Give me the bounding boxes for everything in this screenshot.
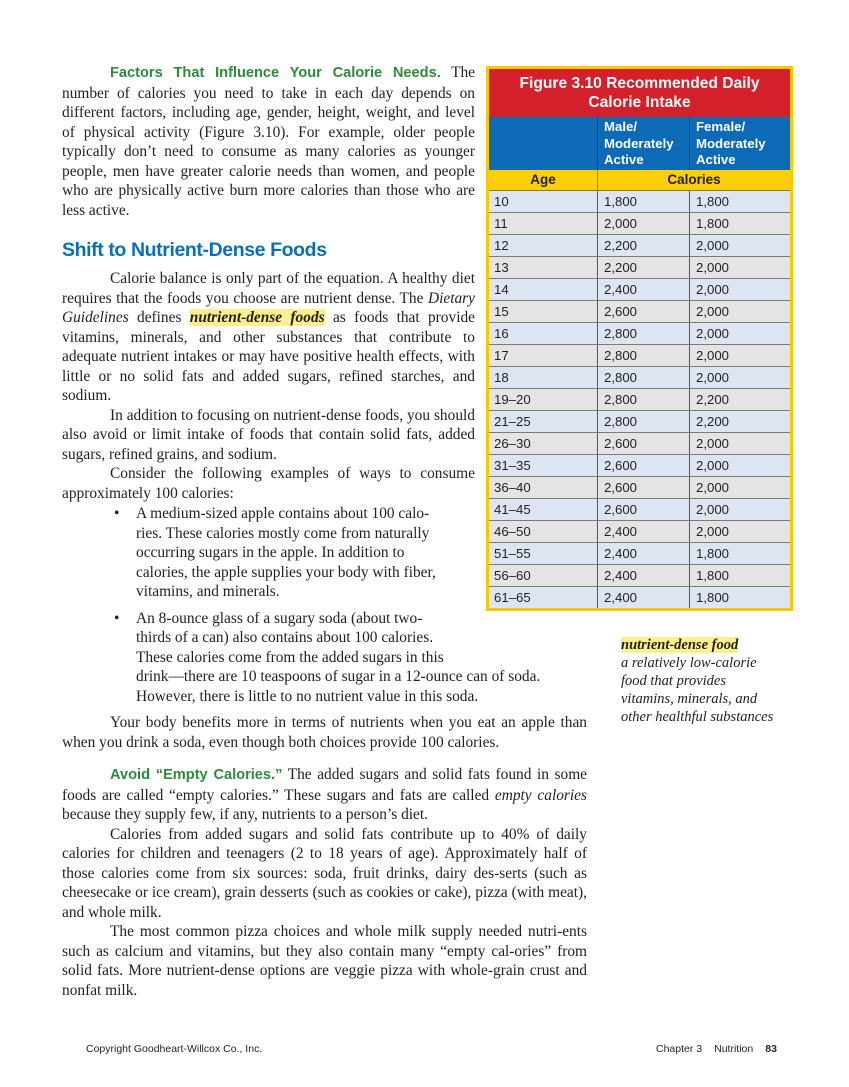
table-row bbox=[489, 367, 790, 389]
table-row bbox=[489, 301, 790, 323]
table-row bbox=[489, 521, 790, 543]
table-row bbox=[489, 543, 790, 565]
cell-male-calories: 2,000 bbox=[597, 213, 689, 234]
figure-3-10-calorie-table bbox=[486, 66, 793, 611]
cell-male-calories: 2,800 bbox=[597, 367, 689, 388]
section-heading-nutrient-dense: Shift to Nutrient-Dense Foods bbox=[62, 239, 327, 261]
cell-age: 51–55 bbox=[494, 546, 531, 561]
cell-male-calories: 2,400 bbox=[597, 521, 689, 542]
footer-chapter: Chapter 3 bbox=[656, 1043, 703, 1055]
table-body bbox=[489, 191, 790, 608]
paragraph-consider-examples: Consider the following examples of ways to consume approximately 100 calories: bbox=[62, 465, 475, 502]
cell-female-calories: 1,800 bbox=[689, 587, 790, 608]
footer-chapter-info bbox=[656, 1043, 777, 1055]
bullet-item-apple: • A medium-sized apple contains about 100 calo- ries. These calories mostly come from naturally occurring sugars in the apple. In addition to calories, the apple supplies your body with fiber, vitamins, and minerals. bbox=[114, 505, 436, 600]
paragraph-apple-vs-soda: Your body benefits more in terms of nutrients when you eat an apple than when you drink a soda, even though both choices provide 100 calories. bbox=[62, 714, 587, 751]
cell-male-calories: 2,400 bbox=[597, 587, 689, 608]
cell-female-calories: 2,000 bbox=[689, 521, 790, 542]
header-blank-cell bbox=[489, 117, 597, 170]
margin-glossary bbox=[621, 636, 811, 726]
cell-age: 41–45 bbox=[494, 502, 531, 517]
paragraph-calorie-factors: Factors That Influence Your Calorie Needs. The number of calories you need to take in each day depends on different factors, including age, gender, height, weight, and level of physical activity (Figure 3.10). For example, older people typically don’t need to consume as many calories as younger people, men have greater calorie needs than women, and people who are physically active burn more calories than those who are less active. bbox=[62, 64, 475, 219]
subheader-calories: Calories bbox=[597, 170, 790, 190]
cell-male-calories: 2,400 bbox=[597, 565, 689, 586]
cell-age: 16 bbox=[494, 326, 509, 341]
cell-male-calories: 2,800 bbox=[597, 323, 689, 344]
cell-female-calories: 2,000 bbox=[689, 433, 790, 454]
cell-male-calories: 2,800 bbox=[597, 411, 689, 432]
cell-male-calories: 1,800 bbox=[597, 191, 689, 212]
cell-male-calories: 2,800 bbox=[597, 389, 689, 410]
cell-male-calories: 2,600 bbox=[597, 499, 689, 520]
cell-female-calories: 2,000 bbox=[689, 279, 790, 300]
cell-male-calories: 2,200 bbox=[597, 235, 689, 256]
header-female-moderately-active: Female/ Moderately Active bbox=[689, 117, 790, 170]
table-row bbox=[489, 235, 790, 257]
main-column bbox=[62, 63, 475, 503]
cell-female-calories: 1,800 bbox=[689, 213, 790, 234]
cell-female-calories: 2,200 bbox=[689, 389, 790, 410]
cell-age: 14 bbox=[494, 282, 509, 297]
paragraph-added-sugars: Calories from added sugars and solid fats contribute up to 40% of daily calories for children and teenagers (2 to 18 years of age). Approximately half of those calories come from six sources: soda, fruit drinks, dairy des-serts (such as cheesecake or ice cream), grain desserts (such as cookies or cake), pizza (with meat), and whole milk. bbox=[62, 825, 587, 921]
cell-female-calories: 2,000 bbox=[689, 367, 790, 388]
cell-age: 12 bbox=[494, 238, 509, 253]
cell-female-calories: 2,000 bbox=[689, 323, 790, 344]
cell-female-calories: 2,000 bbox=[689, 235, 790, 256]
table-subheader bbox=[489, 170, 790, 191]
cell-age: 15 bbox=[494, 304, 509, 319]
dietary-guidelines-title: Dietary Guidelines bbox=[62, 289, 475, 326]
footer-copyright: Copyright Goodheart-Willcox Co., Inc. bbox=[86, 1043, 263, 1055]
cell-age: 10 bbox=[494, 194, 509, 209]
cell-male-calories: 2,600 bbox=[597, 455, 689, 476]
table-row bbox=[489, 477, 790, 499]
paragraph-avoid-limit: In addition to focusing on nutrient-dense foods, you should also avoid or limit intake of foods that contain solid fats, added sugars, refined grains, and sodium. bbox=[62, 406, 475, 463]
table-row bbox=[489, 389, 790, 411]
footer-chapter-title: Nutrition bbox=[714, 1043, 754, 1055]
table-row bbox=[489, 323, 790, 345]
table-column-headers bbox=[489, 117, 790, 170]
table-row bbox=[489, 213, 790, 235]
term-empty-calories: empty calories bbox=[494, 786, 587, 804]
cell-male-calories: 2,400 bbox=[597, 279, 689, 300]
cell-age: 26–30 bbox=[494, 436, 531, 451]
paragraph-empty-calories: Avoid “Empty Calories.” The added sugars and solid fats found in some foods are called “empty calories.” These sugars and fats are called empty calories because they supply few, if any, nutrients to a person’s diet. bbox=[62, 766, 588, 823]
table-row bbox=[489, 455, 790, 477]
cell-age: 31–35 bbox=[494, 458, 531, 473]
cell-male-calories: 2,600 bbox=[597, 477, 689, 498]
table-row bbox=[489, 587, 790, 608]
cell-age: 19–20 bbox=[494, 392, 531, 407]
cell-female-calories: 2,000 bbox=[689, 257, 790, 278]
header-male-moderately-active: Male/ Moderately Active bbox=[597, 117, 689, 170]
table-row bbox=[489, 565, 790, 587]
table-row bbox=[489, 411, 790, 433]
cell-age: 21–25 bbox=[494, 414, 531, 429]
cell-female-calories: 2,000 bbox=[689, 301, 790, 322]
paragraph-calorie-balance: Calorie balance is only part of the equation. A healthy diet requires that the foods you choose are nutrient dense. The Dietary Guidelines defines nutrient-dense foods as foods that provide vitamins, minerals, and other substances that contribute to adequate nutrient intakes or may have positive health effects, with little or no solid fats and added sugars, refined starches, and sodium. bbox=[62, 270, 475, 404]
bullet-item-soda: • An 8-ounce glass of a sugary soda (about two- thirds of a can) also contains about 100 calories. These calories come from the added sugars in this drink—there are 10 teaspoons of sugar in a 12-ounce can of soda. However, there is little to no nutrient value in this soda. bbox=[114, 609, 541, 705]
glossary-definition: a relatively low-calorie food that provides vitamins, minerals, and other healthful substances bbox=[621, 655, 774, 725]
cell-female-calories: 1,800 bbox=[689, 565, 790, 586]
cell-female-calories: 2,000 bbox=[689, 345, 790, 366]
page-number: 83 bbox=[765, 1043, 777, 1055]
run-in-heading-empty-calories: Avoid “Empty Calories.” bbox=[110, 767, 283, 783]
cell-male-calories: 2,400 bbox=[597, 543, 689, 564]
glossary-term: nutrient-dense food bbox=[621, 637, 739, 653]
paragraph-pizza-milk: The most common pizza choices and whole milk supply needed nutri-ents such as calcium and vitamins, but they also contain many “empty cal-ories” from solid fats. More nutrient-dense options are veggie pizza with whole-grain crust and nonfat milk. bbox=[62, 923, 587, 999]
cell-male-calories: 2,600 bbox=[597, 433, 689, 454]
cell-female-calories: 2,000 bbox=[689, 477, 790, 498]
cell-male-calories: 2,800 bbox=[597, 345, 689, 366]
run-in-heading-calorie-factors: Factors That Influence Your Calorie Needs. bbox=[110, 65, 441, 81]
cell-age: 56–60 bbox=[494, 568, 531, 583]
cell-age: 11 bbox=[494, 216, 508, 231]
table-row bbox=[489, 345, 790, 367]
cell-age: 61–65 bbox=[494, 590, 531, 605]
cell-female-calories: 2,000 bbox=[689, 499, 790, 520]
table-row bbox=[489, 191, 790, 213]
table-row bbox=[489, 499, 790, 521]
cell-age: 36–40 bbox=[494, 480, 531, 495]
table-row bbox=[489, 257, 790, 279]
figure-title: Figure 3.10 Recommended Daily Calorie Intake bbox=[489, 69, 790, 117]
cell-female-calories: 1,800 bbox=[689, 191, 790, 212]
cell-female-calories: 1,800 bbox=[689, 543, 790, 564]
table-row bbox=[489, 279, 790, 301]
cell-male-calories: 2,200 bbox=[597, 257, 689, 278]
cell-female-calories: 2,200 bbox=[689, 411, 790, 432]
cell-male-calories: 2,600 bbox=[597, 301, 689, 322]
cell-age: 17 bbox=[494, 348, 509, 363]
cell-age: 13 bbox=[494, 260, 509, 275]
cell-female-calories: 2,000 bbox=[689, 455, 790, 476]
keyword-nutrient-dense-foods[interactable]: nutrient-dense foods bbox=[189, 309, 325, 326]
bullet-icon: • bbox=[114, 609, 120, 627]
table-row bbox=[489, 433, 790, 455]
subheader-age: Age bbox=[530, 172, 556, 187]
cell-age: 46–50 bbox=[494, 524, 531, 539]
bullet-icon: • bbox=[114, 505, 120, 522]
cell-age: 18 bbox=[494, 370, 509, 385]
